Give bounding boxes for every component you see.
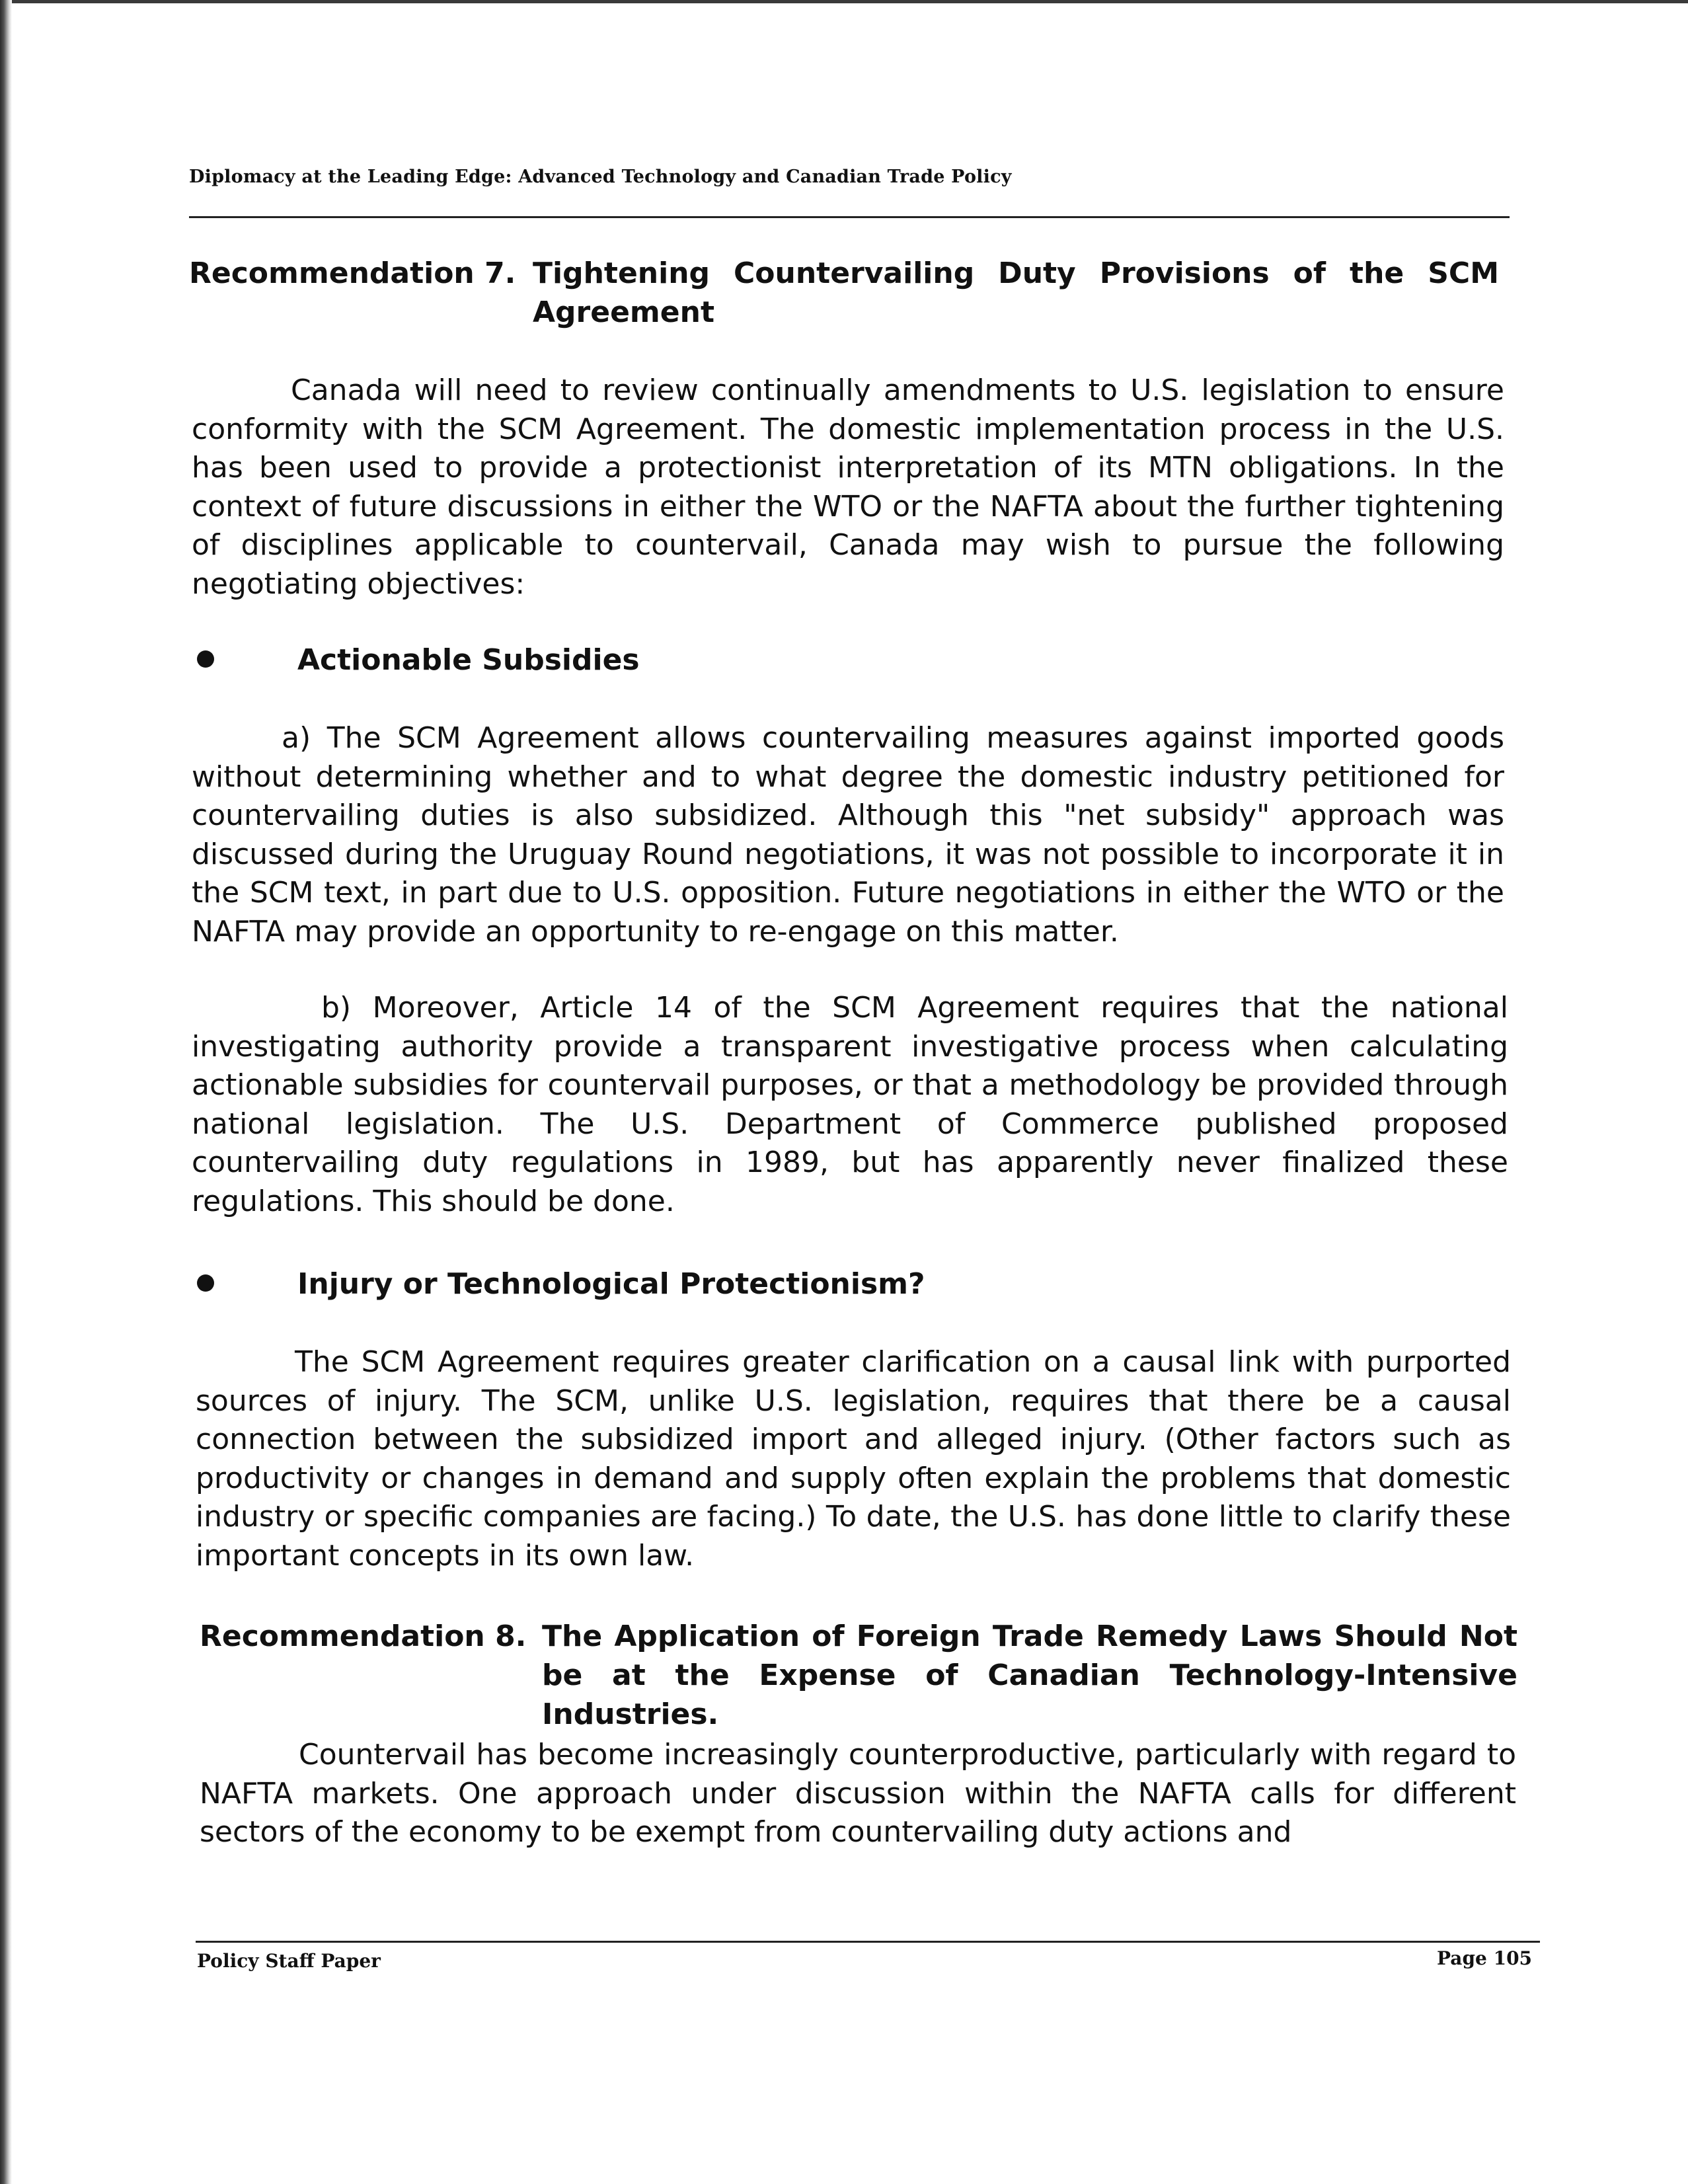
- scan-top-edge: [0, 0, 1688, 3]
- bullet-icon: [197, 1274, 214, 1292]
- recommendation-8-title: The Application of Foreign Trade Remedy Laws Should Not be at the Expense of Canadian Technology-Intensive Industries.: [542, 1619, 1517, 1731]
- bullet-injury: [197, 1265, 1122, 1305]
- recommendation-7-title: Tightening Countervailing Duty Provisions of the SCM Agreement: [533, 256, 1499, 329]
- recommendation-8-number: Recommendation 8.: [200, 1619, 527, 1653]
- running-header: Diplomacy at the Leading Edge: Advanced Technology and Canadian Trade Policy: [189, 167, 1012, 187]
- paragraph-subsidies-b: b) Moreover, Article 14 of the SCM Agreement requires that the national investigating authority provide a transparent investigative process when calculating actionable subsidies for countervail purposes, or that a methodology be provided through national legislation. The U.S. Department of Commerce published proposed countervailing duty regulations in 1989, but has apparently never finalized these regulations. This should be done.: [192, 991, 1508, 1218]
- bullet-label: Injury or Technological Protectionism?: [297, 1267, 925, 1301]
- bullet-actionable-subsidies: [197, 641, 990, 681]
- header-rule: [189, 216, 1510, 218]
- bullet-label: Actionable Subsidies: [297, 643, 640, 677]
- scan-left-edge: [0, 0, 12, 2184]
- page-number: Page 105: [1437, 1947, 1533, 1969]
- bullet-icon: [197, 650, 214, 668]
- paragraph-intro: Canada will need to review continually amendments to U.S. legislation to ensure conformity with the SCM Agreement. The domestic implementation process in the U.S. has been used to provide a protectionist interpretation of its MTN obligations. In the context of future discussions in either the WTO or the NAFTA about the further tightening of disciplines applicable to countervail, Canada may wish to pursue the following negotiating objectives:: [192, 373, 1504, 601]
- paragraph-injury: The SCM Agreement requires greater clarification on a causal link with purported sources of injury. The SCM, unlike U.S. legislation, requires that there be a causal connection between the subsidized import and alleged injury. (Other factors such as productivity or changes in demand and supply often explain the problems that domestic industry or specific companies are facing.) To date, the U.S. has done little to clarify these important concepts in its own law.: [196, 1345, 1511, 1573]
- footer-left: Policy Staff Paper: [197, 1950, 381, 1972]
- recommendation-7-number: Recommendation 7.: [189, 256, 516, 290]
- paragraph-subsidies-a: a) The SCM Agreement allows countervailing measures against imported goods without determining whether and to what degree the domestic industry petitioned for countervailing duties is also subsidized. Although this "net subsidy" approach was discussed during the Uruguay Round negotiations, it was not possible to incorporate it in the SCM text, in part due to U.S. opposition. Future negotiations in either the WTO or the NAFTA may provide an opportunity to re-engage on this matter.: [192, 721, 1504, 949]
- footer-rule: [196, 1941, 1540, 1943]
- recommendation-8-heading: [200, 1617, 1517, 1731]
- paragraph-countervail: Countervail has become increasingly counterproductive, particularly with regard to NAFTA markets. One approach under discussion within the NAFTA calls for different sectors of the economy to be exempt from countervailing duty actions and: [200, 1738, 1516, 1849]
- recommendation-7-heading: [189, 254, 1499, 333]
